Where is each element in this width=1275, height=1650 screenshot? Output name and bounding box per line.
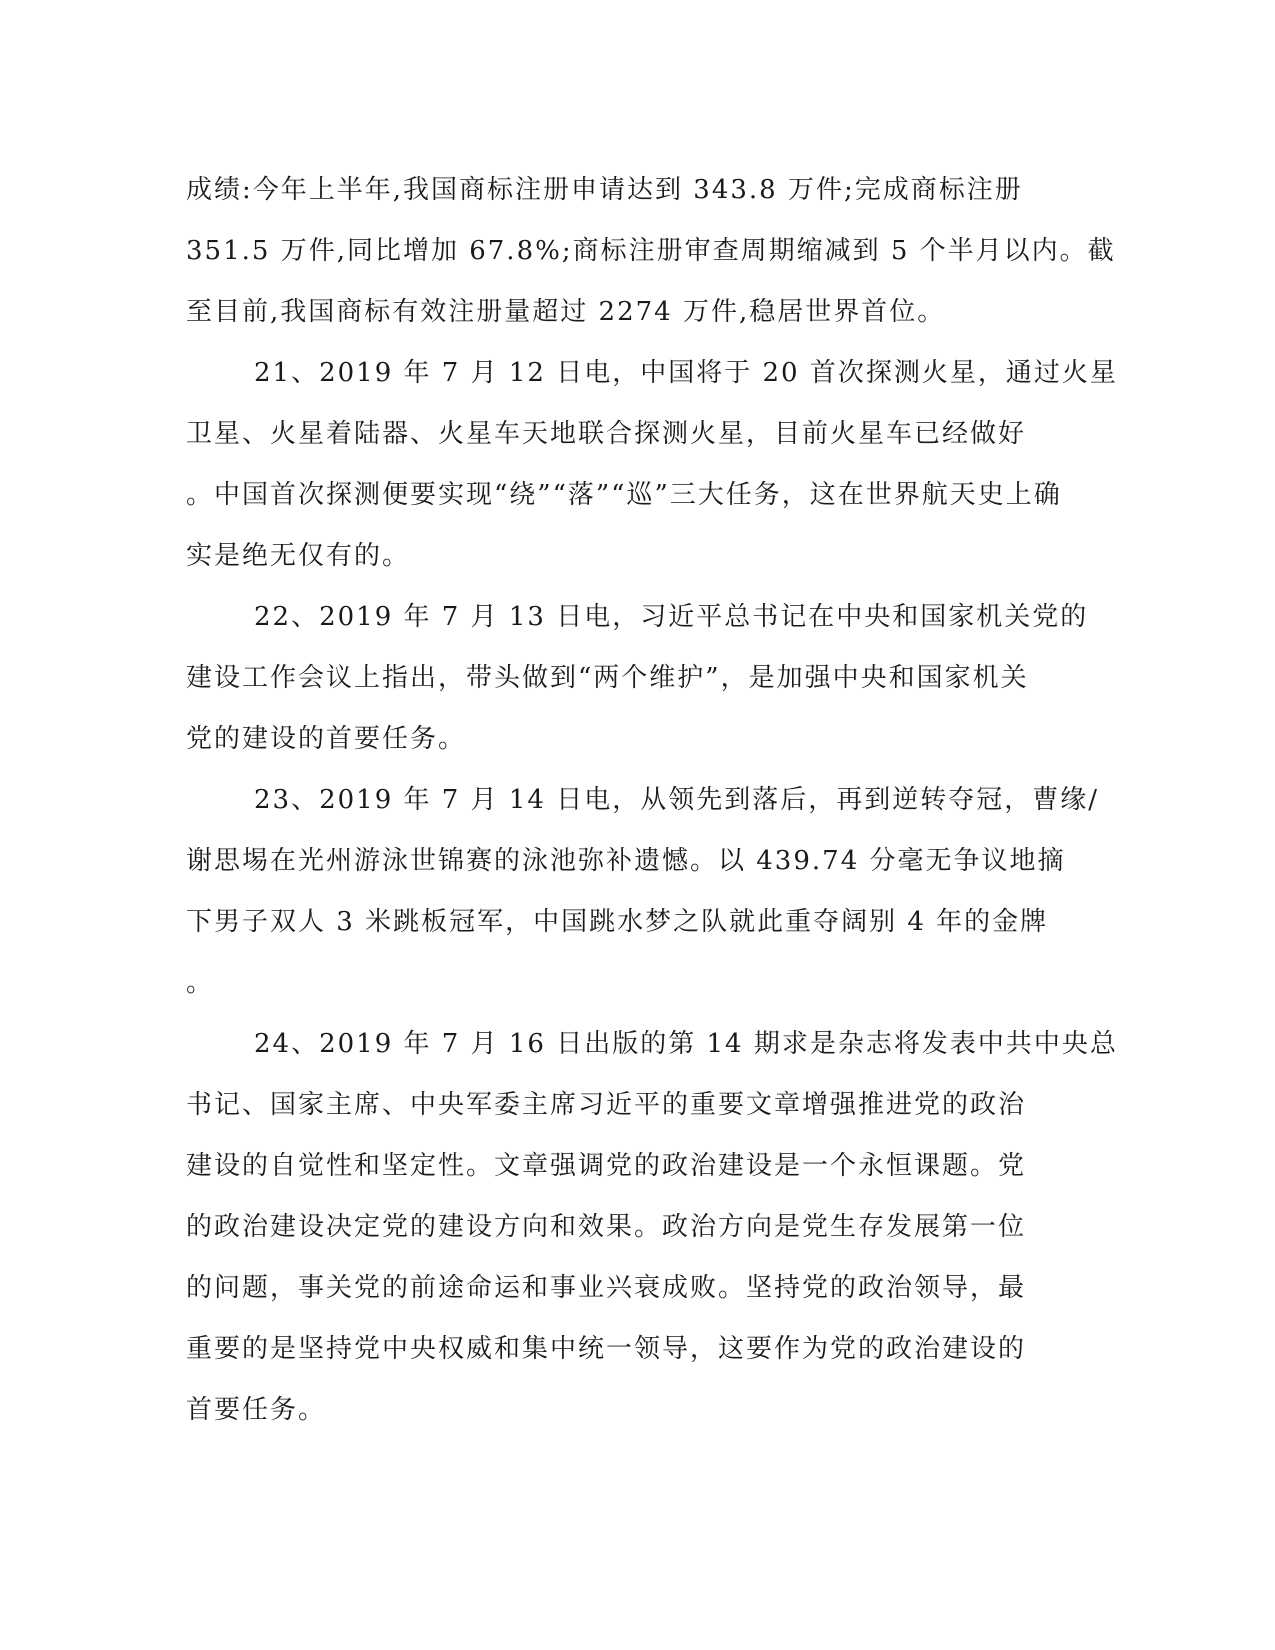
- text-line: 。中国首次探测便要实现“绕”“落”“巡”三大任务，这在世界航天史上确: [186, 480, 1062, 510]
- text-line: 21、2019 年 7 月 12 日电，中国将于 20 首次探测火星，通过火星: [254, 358, 1118, 388]
- document-body: [186, 160, 1118, 1441]
- text-line: 谢思埸在光州游泳世锦赛的泳池弥补遗憾。以 439.74 分毫无争议地摘: [186, 846, 1066, 876]
- text-line: 书记、国家主席、中央军委主席习近平的重要文章增强推进党的政治: [186, 1090, 1027, 1120]
- text-line: 24、2019 年 7 月 16 日出版的第 14 期求是杂志将发表中共中央总: [254, 1029, 1118, 1059]
- text-line: 成绩:今年上半年,我国商标注册申请达到 343.8 万件;完成商标注册: [186, 175, 1023, 205]
- text-line: 23、2019 年 7 月 14 日电，从领先到落后，再到逆转夺冠，曹缘/: [254, 785, 1099, 815]
- paragraph-trademark: [186, 160, 1116, 343]
- text-line: 建设工作会议上指出，带头做到“两个维护”，是加强中央和国家机关: [186, 663, 1029, 693]
- text-line: 。: [186, 968, 215, 998]
- paragraph-21-mars: [186, 343, 1118, 587]
- text-line: 下男子双人 3 米跳板冠军，中国跳水梦之队就此重夺阔别 4 年的金牌: [186, 907, 1049, 937]
- text-line: 党的建设的首要任务。: [186, 724, 467, 754]
- text-line: 实是绝无仅有的。: [186, 541, 411, 571]
- text-line: 重要的是坚持党中央权威和集中统一领导，这要作为党的政治建设的: [186, 1334, 1027, 1364]
- text-line: 卫星、火星着陆器、火星车天地联合探测火星，目前火星车已经做好: [186, 419, 1027, 449]
- text-line: 22、2019 年 7 月 13 日电，习近平总书记在中央和国家机关党的: [254, 602, 1089, 632]
- text-line: 建设的自觉性和坚定性。文章强调党的政治建设是一个永恒课题。党: [186, 1151, 1027, 1181]
- text-line: 351.5 万件,同比增加 67.8%;商标注册审查周期缩减到 5 个半月以内。截: [186, 236, 1116, 266]
- text-line: 至目前,我国商标有效注册量超过 2274 万件,稳居世界首位。: [186, 297, 946, 327]
- text-line: 的政治建设决定党的建设方向和效果。政治方向是党生存发展第一位: [186, 1212, 1027, 1242]
- text-line: 首要任务。: [186, 1395, 327, 1425]
- paragraph-23-diving: [186, 770, 1099, 1014]
- paragraph-24-qiushi: [186, 1014, 1118, 1441]
- text-line: 的问题，事关党的前途命运和事业兴衰成败。坚持党的政治领导，最: [186, 1273, 1027, 1303]
- paragraph-22-party-building: [186, 587, 1089, 770]
